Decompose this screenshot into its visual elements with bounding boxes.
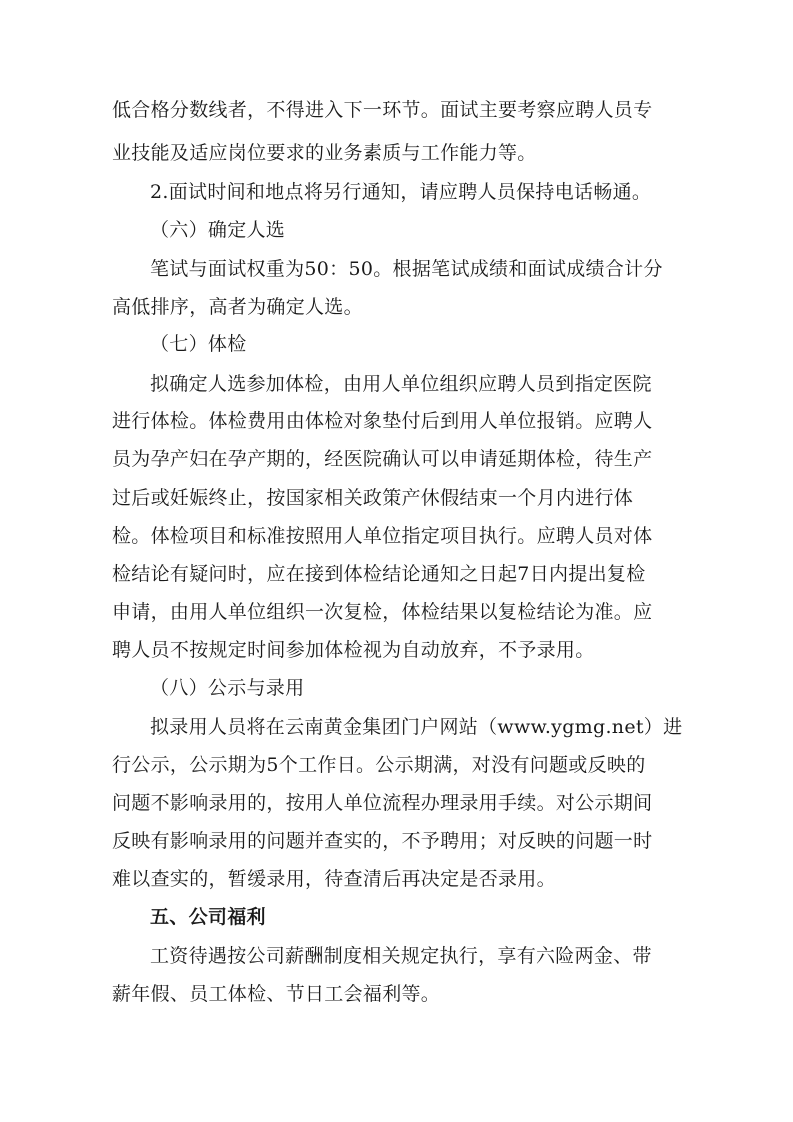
paragraph-line: 检。体检项目和标准按照用人单位指定项目执行。应聘人员对体 [112,525,653,547]
paragraph-line: 员为孕产妇在孕产期的，经医院确认可以申请延期体检，待生产 [112,448,653,470]
paragraph-line: 业技能及适应岗位要求的业务素质与工作能力等。 [112,142,537,164]
paragraph-line: 检结论有疑问时，应在接到体检结论通知之日起7日内提出复检 [112,563,646,585]
chapter-heading: 五、公司福利 [150,906,266,928]
section-heading: （七）体检 [150,333,247,355]
paragraph-line: 2.面试时间和地点将另行通知，请应聘人员保持电话畅通。 [150,181,652,203]
paragraph-line: 过后或妊娠终止，按国家相关政策产休假结束一个月内进行体 [112,487,634,509]
paragraph-line: 工资待遇按公司薪酬制度相关规定执行，享有六险两金、带 [150,945,652,967]
section-heading: （八）公示与录用 [150,677,305,699]
paragraph-line: 拟录用人员将在云南黄金集团门户网站（www.ygmg.net）进 [150,716,683,738]
paragraph-line: 问题不影响录用的，按用人单位流程办理录用手续。对公示期间 [112,792,653,814]
paragraph-line: 低合格分数线者，不得进入下一环节。面试主要考察应聘人员专 [112,99,653,121]
paragraph-line: 反映有影响录用的问题并查实的，不予聘用；对反映的问题一时 [112,830,653,852]
paragraph-line: 申请，由用人单位组织一次复检，体检结果以复检结论为准。应 [112,601,653,623]
paragraph-line: 笔试与面试权重为50：50。根据笔试成绩和面试成绩合计分 [150,258,663,280]
paragraph-line: 难以查实的，暂缓录用，待查清后再决定是否录用。 [112,868,556,890]
paragraph-line: 高低排序，高者为确定人选。 [112,296,363,318]
paragraph-line: 聘人员不按规定时间参加体检视为自动放弃，不予录用。 [112,639,595,661]
paragraph-line: 行公示，公示期为5个工作日。公示期满，对没有问题或反映的 [112,754,646,776]
section-heading: （六）确定人选 [150,219,286,241]
paragraph-line: 薪年假、员工体检、节日工会福利等。 [112,983,441,1005]
paragraph-line: 进行体检。体检费用由体检对象垫付后到用人单位报销。应聘人 [112,410,653,432]
paragraph-line: 拟确定人选参加体检，由用人单位组织应聘人员到指定医院 [150,373,652,395]
